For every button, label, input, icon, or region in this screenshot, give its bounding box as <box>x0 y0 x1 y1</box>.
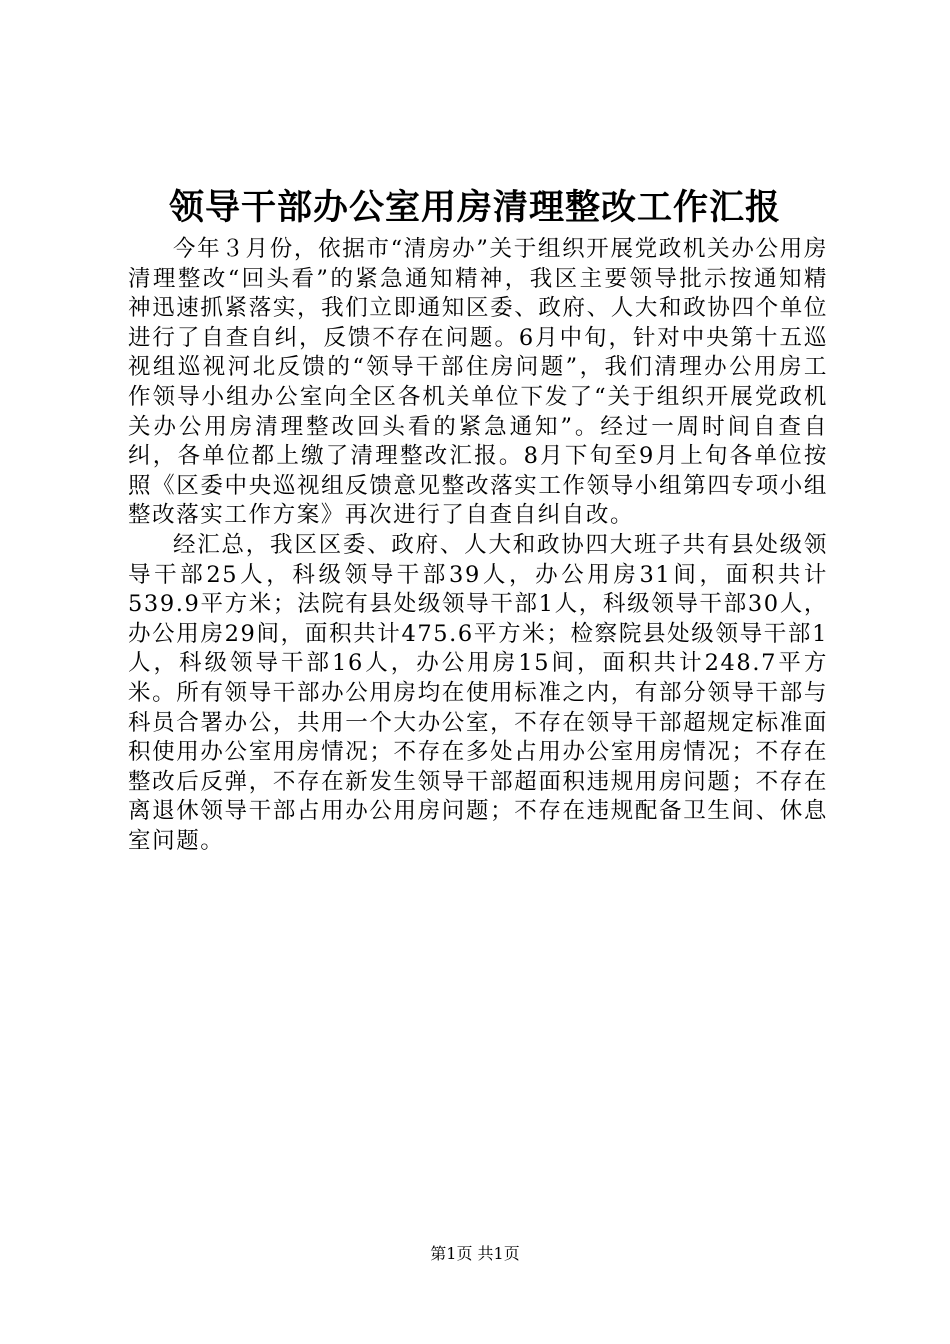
page-footer: 第1页 共1页 <box>430 1244 520 1263</box>
document-body <box>128 235 828 856</box>
document-title: 领导干部办公室用房清理整改工作汇报 <box>168 187 781 228</box>
paragraph-reporting-process: 今年３月份，依据市“清房办”关于组织开展党政机关办公用房清理整改“回头看”的紧急通知精神，我区主要领导批示按通知精神迅速抓紧落实，我们立即通知区委、政府、人大和政协四个单位进行了自查自纠，反馈不存在问题。6月中旬，针对中央第十五巡视组巡视河北反馈的“领导干部住房问题”，我们清理办公用房工作领导小组办公室向全区各机关单位下发了“关于组织开展党政机关办公用房清理整改回头看的紧急通知”。经过一周时间自查自纠，各单位都上缴了清理整改汇报。8月下旬至9月上旬各单位按照《区委中央巡视组反馈意见整改落实工作领导小组第四专项小组整改落实工作方案》再次进行了自查自纠自改。 <box>128 236 828 529</box>
paragraph-summary-figures: 经汇总，我区区委、政府、人大和政协四大班子共有县处级领导干部25人，科级领导干部39人，办公用房31间，面积共计539.9平方米；法院有县处级领导干部1人，科级领导干部30人，办公用房29间，面积共计475.6平方米；检察院县处级领导干部1人，科级领导干部16人，办公用房15间，面积共计248.7平方米。所有领导干部办公用房均在使用标准之内，有部分领导干部与科员合署办公，共用一个大办公室，不存在领导干部超规定标准面积使用办公室用房情况；不存在多处占用办公室用房情况；不存在整改后反弹，不存在新发生领导干部超面积违规用房问题；不存在离退休领导干部占用办公用房问题；不存在违规配备卫生间、休息室问题。 <box>128 531 828 854</box>
